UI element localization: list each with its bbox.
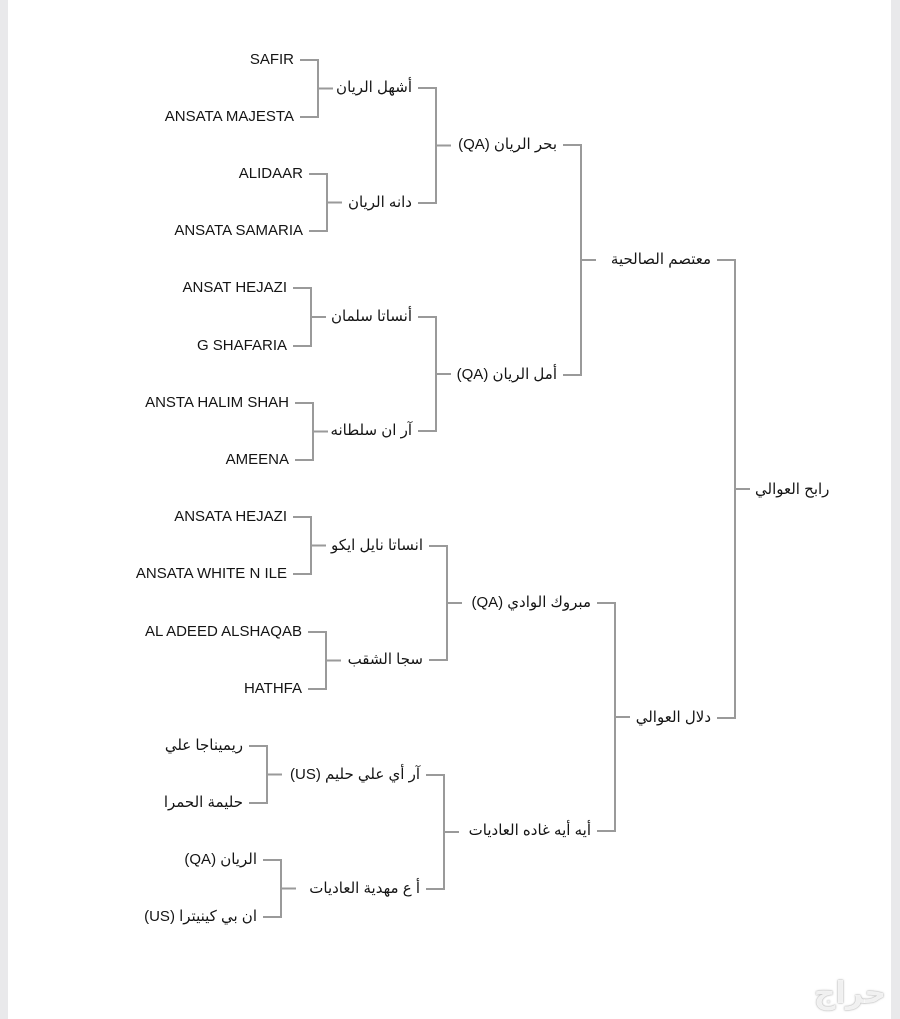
bracket-connector-10: [418, 317, 451, 431]
bracket-connector-5: [293, 517, 326, 574]
bracket-connector-12: [426, 775, 459, 889]
gen4-horse-1: SAFIR: [249, 51, 294, 68]
bracket-connector-11: [429, 546, 462, 660]
gen4-horse-8: AMEENA: [225, 451, 289, 468]
gen4-horse-16: ان بي كينيترا (US): [144, 908, 257, 925]
sire-horse: معتصم الصالحية: [610, 251, 711, 268]
gen3-horse-1: أشهل الريان: [336, 79, 412, 96]
gen4-horse-7: ANSTA HALIM SHAH: [145, 394, 289, 411]
bracket-connector-8: [263, 860, 296, 917]
gen4-horse-2: ANSATA MAJESTA: [164, 108, 294, 125]
bracket-connector-7: [249, 746, 282, 803]
gen4-horse-3: ALIDAAR: [238, 165, 303, 182]
gen3-horse-4: آر ان سلطانه: [330, 422, 412, 439]
bracket-connector-13: [563, 145, 596, 375]
gen3-horse-5: انساتا نايل ايكو: [330, 537, 423, 554]
dam-sire-horse: مبروك الوادي (QA): [471, 594, 591, 611]
bracket-connector-4: [295, 403, 328, 460]
bracket-connector-2: [309, 174, 342, 231]
gen4-horse-14: حليمة الحمرا: [163, 794, 243, 811]
gen4-horse-11: AL ADEED ALSHAQAB: [144, 623, 302, 640]
gen4-horse-4: ANSATA SAMARIA: [174, 222, 303, 239]
gen4-horse-12: HATHFA: [243, 680, 302, 697]
gen3-horse-8: أ ع مهدية العاديات: [309, 880, 420, 897]
subject-horse: رابح العوالي: [755, 481, 830, 498]
watermark-logo: حراج: [813, 976, 886, 1011]
dam-dam-horse: أيه أيه غاده العاديات: [468, 822, 591, 839]
gen4-horse-13: ريميناجا علي: [164, 737, 243, 754]
gen4-horse-10: ANSATA WHITE N ILE: [135, 565, 287, 582]
bracket-connector-9: [418, 88, 451, 203]
gen4-horse-9: ANSATA HEJAZI: [174, 508, 287, 525]
gen4-horse-15: الريان (QA): [184, 851, 257, 868]
bracket-connector-15: [717, 260, 750, 718]
dam-horse: دلال العوالي: [635, 709, 711, 726]
bracket-connector-6: [308, 632, 341, 689]
gen3-horse-3: أنساتا سلمان: [331, 308, 412, 325]
gen4-horse-6: G SHAFARIA: [196, 337, 287, 354]
sire-dam-horse: أمل الريان (QA): [456, 366, 557, 383]
gen3-horse-6: سجا الشقب: [347, 651, 423, 668]
bracket-connector-1: [300, 60, 333, 117]
gen3-horse-2: دانه الريان: [347, 194, 412, 211]
gen4-horse-5: ANSAT HEJAZI: [182, 279, 287, 296]
gen3-horse-7: آر أي علي حليم (US): [290, 766, 420, 783]
bracket-connector-14: [597, 603, 630, 831]
sire-sire-horse: بحر الريان (QA): [458, 136, 557, 153]
bracket-connector-3: [293, 288, 326, 346]
